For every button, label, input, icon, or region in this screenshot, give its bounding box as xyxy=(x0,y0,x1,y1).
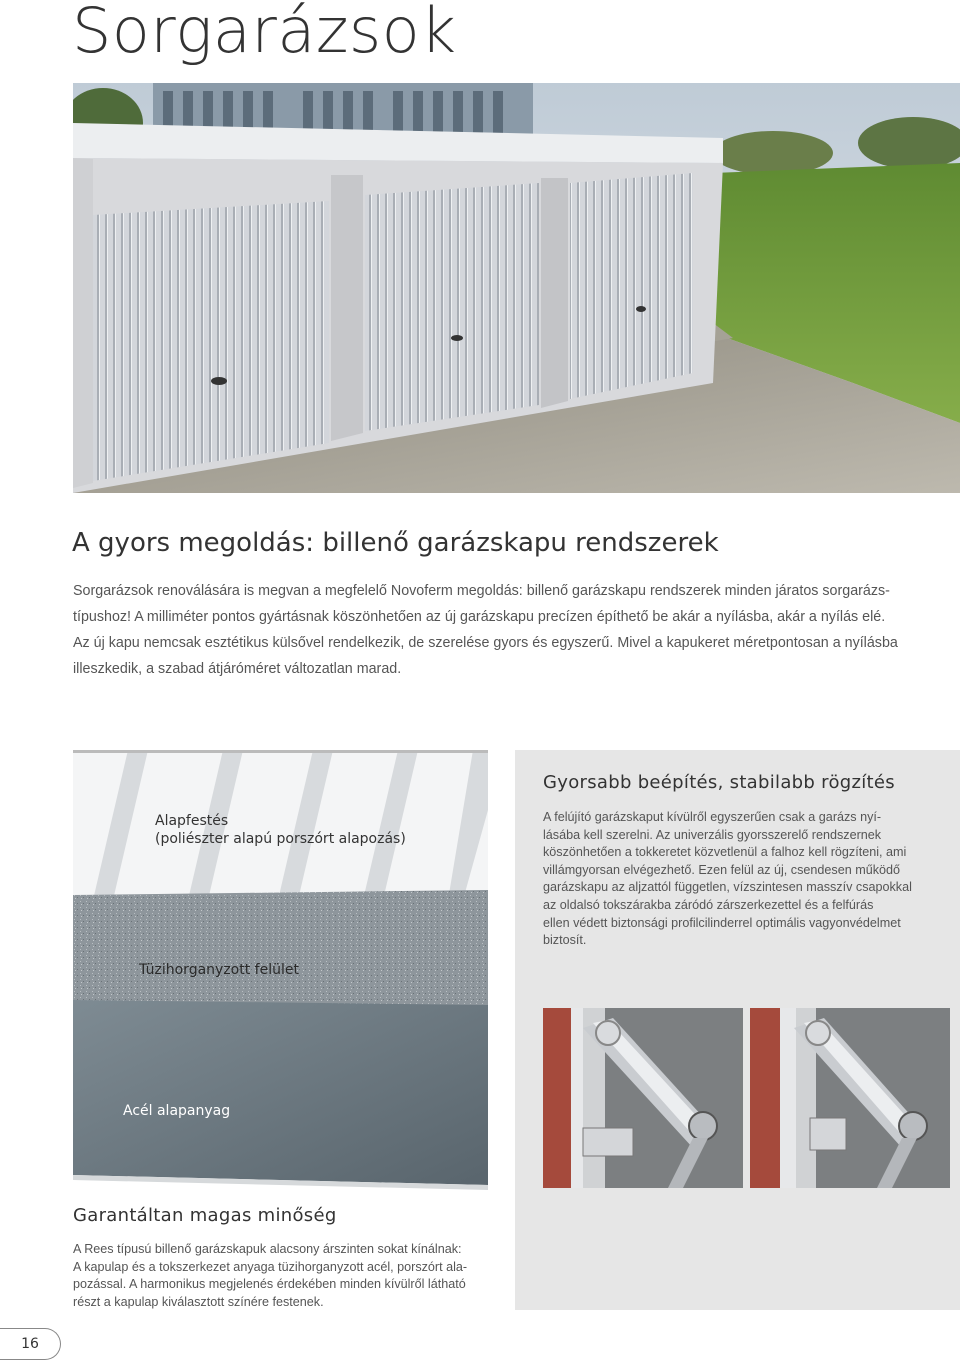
layer-label-steel: Acél alapanyag xyxy=(123,1103,231,1119)
layer-label-primer: Alapfestés (poliészter alapú porszórt alapozás) xyxy=(155,813,406,847)
quality-text: A Rees típusú billenő garázskapuk alacsony árszinten sokat kínálnak: A kapulap és a tokszerkezet anyaga tüzihorganyzott acél, porszórt ala- pozással. A harmonikus megjelenés érdekében minden kívülről látható részt a kapulap kiválasztott színére festenek. xyxy=(73,1242,468,1309)
intro-line: Az új kapu nemcsak esztétikus külsővel rendelkezik, de szerelése gyors és egyszerű. Mivel a kapukeret méretpontosan a nyílásba xyxy=(73,635,898,651)
intro-line: típushoz! A milliméter pontos gyártásnak köszönhetően az új garázskapu precízen építhető be akár a nyílásba, akár a nyílás elé. xyxy=(73,609,886,625)
intro-paragraph xyxy=(73,578,943,682)
page-title: Sorgarázsok xyxy=(72,0,457,67)
hero-garage-photo xyxy=(73,83,960,493)
intro-line: Sorgarázsok renoválására is megvan a megfelelő Novoferm megoldás: billenő garázskapu rendszerek minden járatos sorgarázs- xyxy=(73,583,890,599)
fast-install-heading: Gyorsabb beépítés, stabilabb rögzítés xyxy=(543,772,895,793)
layer-cross-section xyxy=(73,750,488,1210)
page-number: 16 xyxy=(0,1328,61,1360)
layer-label-galvanized: Tüzihorganyzott felület xyxy=(139,962,299,978)
quality-heading: Garantáltan magas minőség xyxy=(73,1205,337,1226)
intro-line: illeszkedik, a szabad átjáróméret változatlan marad. xyxy=(73,661,402,677)
section-heading: A gyors megoldás: billenő garázskapu rendszerek xyxy=(72,528,719,558)
fast-install-text: A felújító garázskaput kívülről egyszerűen csak a garázs nyí- lásába kell szerelni. Az univerzális gyorsszerelő rendszernek köszönhetően a tokkeretet közvetlenül a falhoz kell rögzíteni, ami villámgyorsan elvégezhető. Ezen felül az új, csendesen működő garázskapu az aljzattól független, vízszintesen masszív csapokkal az oldalsó tokszárakba záródó zárszerkezettel és a felfúrás ellen védett biztonsági profilcilinderrel optimális vagyonvédelmet biztosít. xyxy=(543,810,912,948)
bracket-photo-left xyxy=(543,1008,743,1188)
bracket-photo-right xyxy=(750,1008,950,1188)
